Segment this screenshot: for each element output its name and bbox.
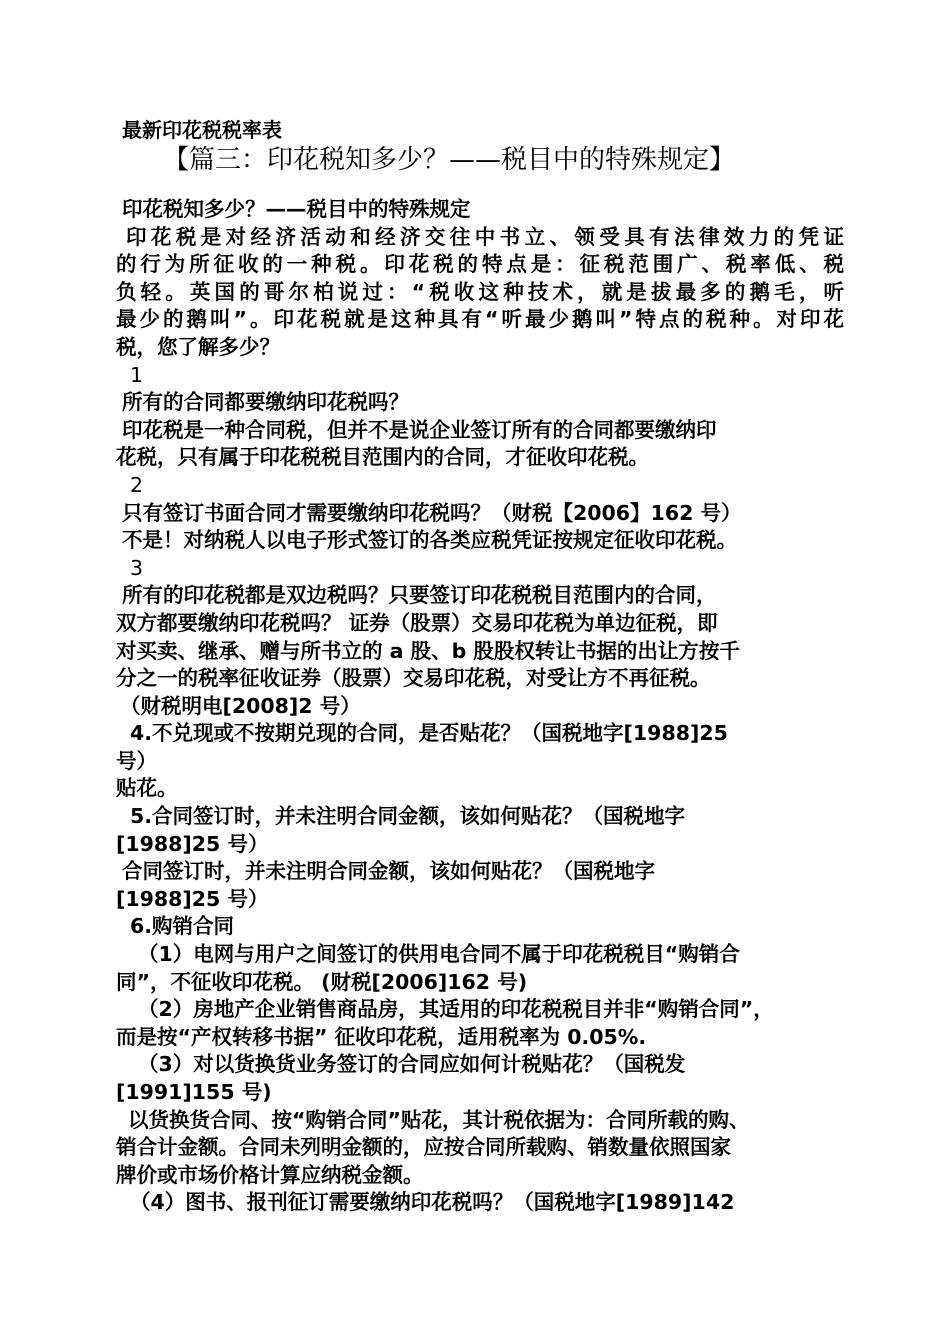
document-body — [116, 196, 844, 1217]
question-heading: 只有签订书面合同才需要缴纳印花税吗？（财税【2006】162 号） — [122, 500, 742, 525]
paragraph-line: 号） — [116, 748, 157, 773]
question-heading: 所有的合同都要缴纳印花税吗？ — [122, 390, 409, 415]
paragraph-line: 分之一的税率征收证券（股票）交易印花税，对受让方不再征税。 — [116, 666, 711, 691]
paragraph-line: 双方都要缴纳印花税吗？ 证券（股票）交易印花税为单边征税，即 — [116, 610, 718, 635]
list-item: （3）对以货换货业务签订的合同应如何计税贴花？（国税发 — [138, 1052, 686, 1077]
paragraph-line: 印花税是对经济活动和经济交往中书立、领受具有法律效力的凭证 — [126, 224, 844, 249]
paragraph-line: 的行为所征收的一种税。印花税的特点是：征税范围广、税率低、税 — [116, 252, 844, 277]
list-item: （4）图书、报刊征订需要缴纳印花税吗？（国税地字[1989]142 — [130, 1190, 735, 1215]
paragraph-line: 不是！对纳税人以电子形式签订的各类应税凭证按规定征收印花税。 — [122, 528, 737, 553]
paragraph-line: 税，您了解多少？ — [116, 334, 280, 359]
paragraph-line: 牌价或市场价格计算应纳税金额。 — [116, 1162, 424, 1187]
paragraph-line: 对买卖、继承、赠与所书立的 a 股、b 股股权转让书据的出让方按千 — [116, 638, 740, 663]
paragraph-line: 而是按“产权转移书据” 征收印花税，适用税率为 0.05%. — [116, 1024, 647, 1049]
citation: [1988]25 号） — [116, 831, 269, 856]
document-title: 最新印花税税率表 — [122, 118, 282, 142]
item-number: 2 — [130, 472, 144, 497]
citation: [1988]25 号） — [116, 886, 269, 911]
item-number: 1 — [130, 362, 144, 387]
paragraph-line: 合同签订时，并未注明合同金额，该如何贴花？（国税地字 — [122, 859, 655, 884]
paragraph-line: 最少的鹅叫”。印花税就是这种具有“听最少鹅叫”特点的税种。对印花 — [116, 307, 844, 332]
section-heading: 印花税知多少？——税目中的特殊规定 — [122, 197, 471, 221]
item-number: 3 — [130, 555, 144, 580]
paragraph-line: 负轻。英国的哥尔柏说过：“税收这种技术，就是拔最多的鹅毛，听 — [116, 279, 844, 304]
question-heading: 4.不兑现或不按期兑现的合同，是否贴花？（国税地字[1988]25 — [130, 721, 728, 746]
question-heading: 5.合同签订时，并未注明合同金额，该如何贴花？（国税地字 — [130, 804, 686, 829]
paragraph-line: 同”，不征收印花税。 (财税[2006]162 号) — [116, 969, 528, 994]
paragraph-line: 销合计金额。合同未列明金额的，应按合同所载购、销数量依照国家 — [116, 1135, 731, 1160]
section-heading: 6.购销合同 — [130, 914, 235, 939]
question-heading: 所有的印花税都是双边税吗？只要签订印花税税目范围内的合同， — [122, 583, 717, 608]
citation: （财税明电[2008]2 号） — [120, 693, 361, 718]
paragraph-line: 印花税是一种合同税，但并不是说企业签订所有的合同都要缴纳印 — [122, 417, 717, 442]
list-item: （1）电网与用户之间签订的供用电合同不属于印花税税目“购销合 — [138, 942, 740, 967]
answer-line: 贴花。 — [116, 776, 178, 801]
paragraph-line: 以货换货合同、按“购销合同”贴花，其计税依据为：合同所载的购、 — [128, 1107, 750, 1132]
paragraph-line: 花税，只有属于印花税税目范围内的合同，才征收印花税。 — [116, 445, 649, 470]
list-item: （2）房地产企业销售商品房，其适用的印花税税目并非“购销合同”， — [138, 997, 774, 1022]
citation: [1991]155 号) — [116, 1080, 272, 1104]
document-subtitle: 【篇三：印花税知多少？——税目中的特殊规定】 — [163, 145, 736, 175]
